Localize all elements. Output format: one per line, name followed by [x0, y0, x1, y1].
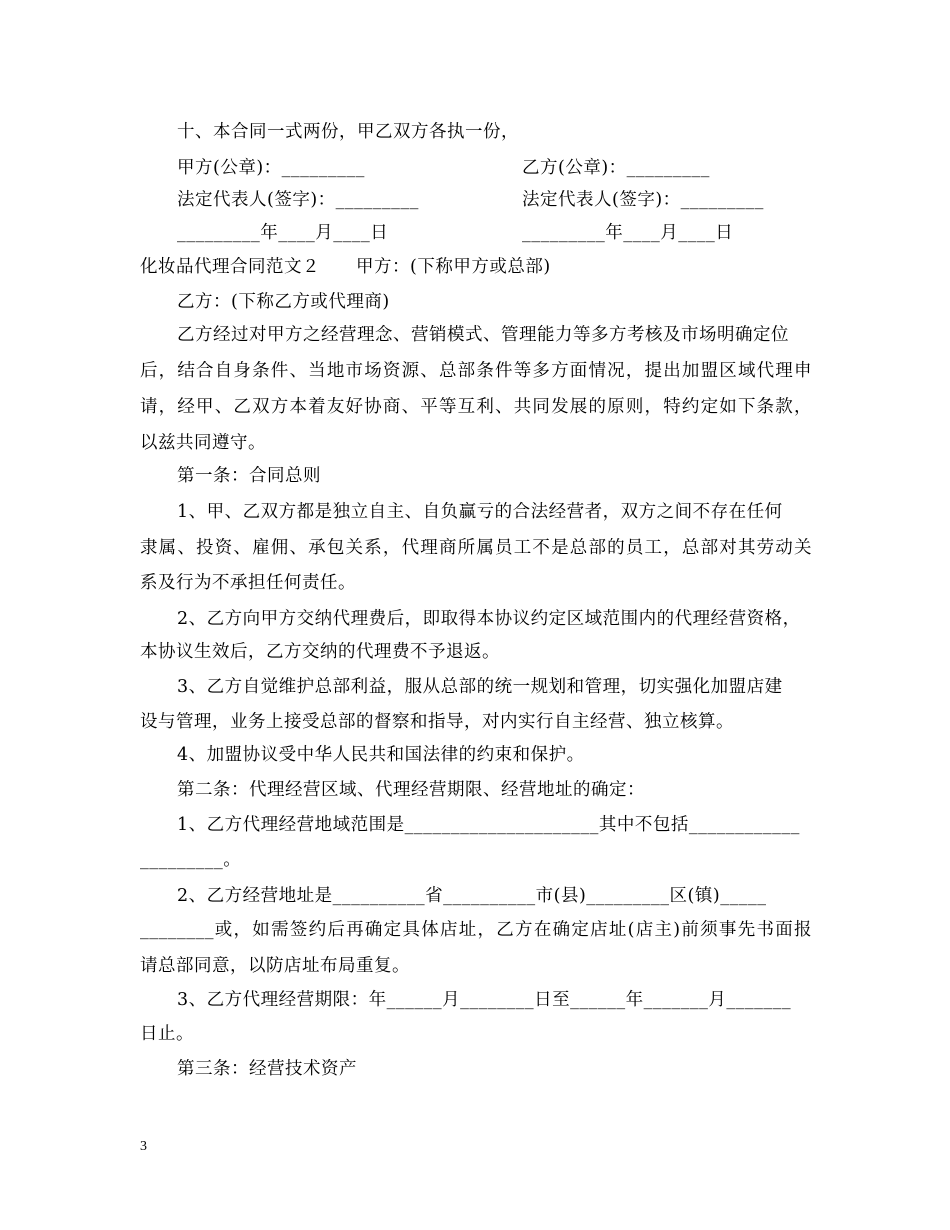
party-a-seal-field: 甲方(公章)：_________: [177, 158, 365, 178]
article-one-item-2-line-1: 2、乙方向甲方交纳代理费后，即取得本协议约定区域范围内的代理经营资格，: [177, 609, 801, 629]
article-one-item-3-line-1: 3、乙方自觉维护总部利益，服从总部的统一规划和管理，切实强化加盟店建: [177, 677, 783, 697]
party-b-rep-field: 法定代表人(签字)：_________: [522, 190, 764, 210]
preamble-line-3: 请，经甲、乙双方本着友好协商、平等互利、共同发展的原则，特约定如下条款，: [140, 397, 812, 417]
article-two-item-3-line-2: 日止。: [140, 1024, 194, 1044]
article-one-item-3-line-2: 设与管理，业务上接受总部的督察和指导，对内实行自主经营、独立核算。: [140, 712, 734, 732]
preamble-line-1: 乙方经过对甲方之经营理念、营销模式、管理能力等多方考核及市场明确定位: [177, 325, 789, 345]
article-one-item-1-line-1: 1、甲、乙双方都是独立自主、自负赢亏的合法经营者，双方之间不存在任何: [177, 502, 783, 522]
article-three-heading: 第三条：经营技术资产: [177, 1059, 357, 1079]
article-one-heading: 第一条：合同总则: [177, 466, 321, 486]
clause-ten: 十、本合同一式两份，甲乙双方各执一份，: [177, 122, 519, 142]
article-two-item-2-line-3: 请总部同意，以防店址布局重复。: [140, 956, 410, 976]
preamble-line-2: 后，结合自身条件、当地市场资源、总部条件等多方面情况，提出加盟区域代理申: [140, 361, 812, 381]
article-one-item-2-line-2: 本协议生效后，乙方交纳的代理费不予退返。: [140, 642, 500, 662]
article-two-item-1-line-2: _________。: [140, 850, 242, 870]
article-two-item-3-line-1: 3、乙方代理经营期限：年______月________日至______年_______月_______: [177, 990, 792, 1010]
article-one-item-4: 4、加盟协议受中华人民共和国法律的约束和保护。: [177, 745, 585, 765]
party-b-line: 乙方：(下称乙方或代理商): [177, 292, 390, 312]
preamble-line-4: 以兹共同遵守。: [140, 433, 266, 453]
article-two-item-2-line-2: ________或，如需签约后再确定具体店址，乙方在确定店址(店主)前须事先书面报: [140, 920, 812, 940]
party-b-seal-field: 乙方(公章)：_________: [522, 158, 710, 178]
article-two-item-1-line-1: 1、乙方代理经营地域范围是_____________________其中不包括____________: [177, 815, 800, 835]
party-a-rep-field: 法定代表人(签字)：_________: [177, 190, 419, 210]
party-b-date-field: _________年____月____日: [522, 223, 734, 243]
page-number: 3: [140, 1139, 147, 1154]
article-one-item-1-line-2: 隶属、投资、雇佣、承包关系，代理商所属员工不是总部的员工，总部对其劳动关: [140, 538, 812, 558]
section-title: 化妆品代理合同范文２ 甲方：(下称甲方或总部): [140, 257, 551, 277]
article-two-item-2-line-1: 2、乙方经营地址是__________省__________市(县)_________区(镇)_____: [177, 886, 767, 906]
party-a-date-field: _________年____月____日: [177, 223, 389, 243]
article-one-item-1-line-3: 系及行为不承担任何责任。: [140, 573, 356, 593]
article-two-heading: 第二条：代理经营区域、代理经营期限、经营地址的确定：: [177, 780, 645, 800]
